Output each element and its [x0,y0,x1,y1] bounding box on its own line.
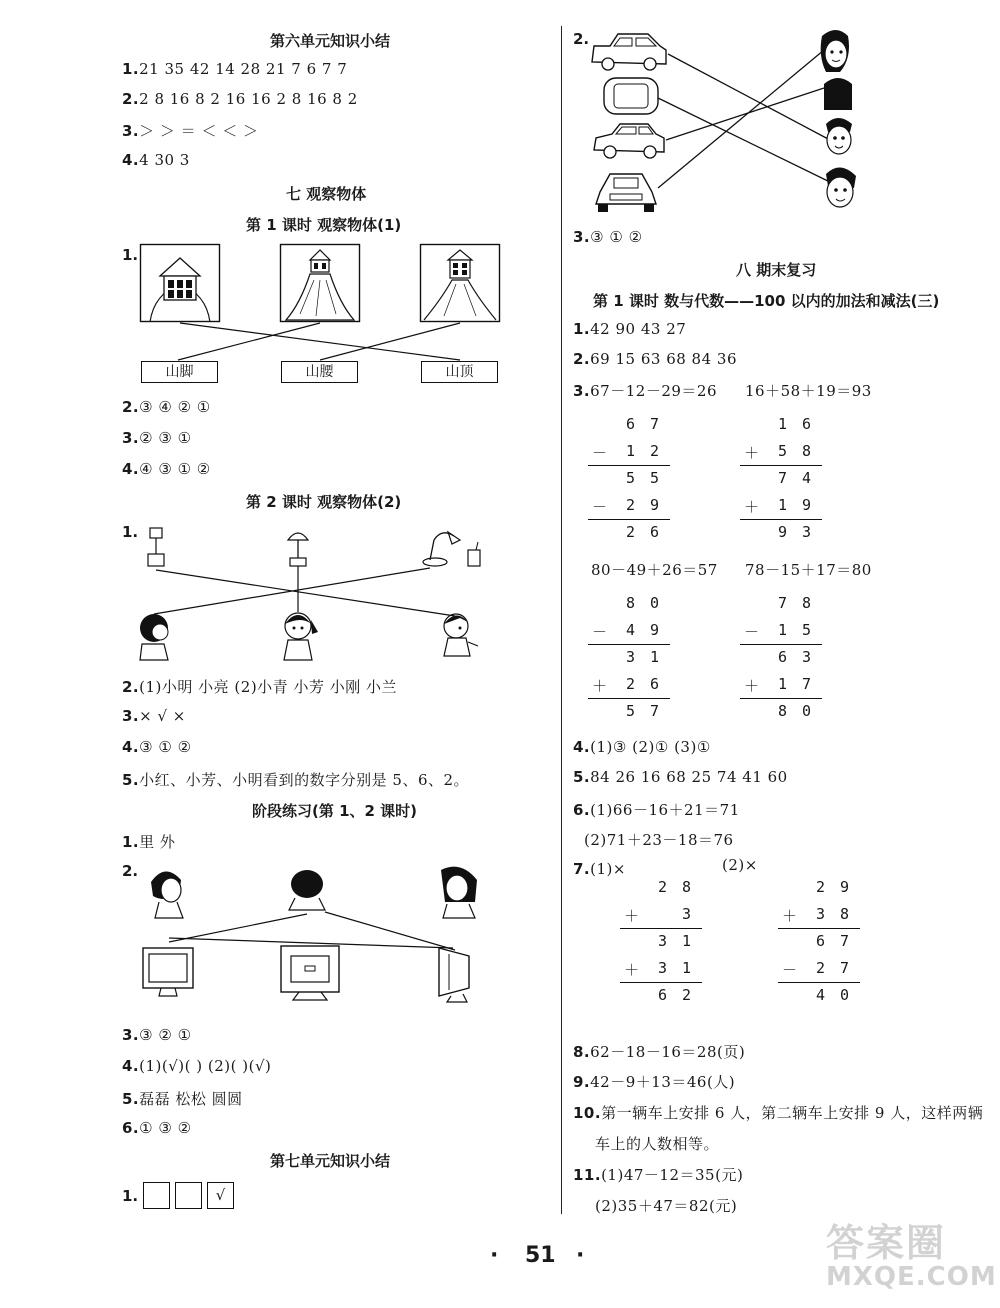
c8-q1: 1.42 90 43 27 [573,320,687,338]
vert-cell: － [592,498,608,516]
monitor-side-icon [439,948,469,1002]
vert-cell: 3 [682,905,692,923]
vert-rule [740,519,822,520]
vert-cell: 9 [650,496,660,514]
vert-cell: ＋ [592,677,608,695]
answer-box-2 [175,1182,202,1209]
girl-front-icon [284,613,318,660]
l2-q4: 4.③ ① ② [122,738,192,756]
vert-cell: 3 [658,959,668,977]
watermark-logo: 答案圈 [826,1221,947,1265]
vert-cell: 6 [802,415,812,433]
car-top-icon [604,78,658,114]
vert-cell: ＋ [624,961,640,979]
vert-rule [740,644,822,645]
car-side-icon [592,34,666,70]
face-boy2-icon [826,167,856,207]
column-divider [561,26,562,1214]
r-q2-num: 2. [573,30,590,48]
vert-cell: 8 [802,442,812,460]
c8-q3-eq-d: 78－15＋17＝80 [745,561,872,579]
label-box-top: 山顶 [421,361,498,383]
c8-q8: 8.62－18－16＝28(页) [573,1043,746,1061]
vert-cell: 6 [650,675,660,693]
ch8-lesson1-title: 第 1 课时 数与代数——100 以内的加法和减法(三) [593,292,940,310]
monitor-front-icon [143,948,193,996]
mountain-top-picture [420,244,500,322]
c8-q3-eq-b: 16＋58＋19＝93 [745,382,872,400]
face-boy-icon [826,118,852,154]
lamp-kids-picture [130,520,510,670]
vert-cell: 3 [802,523,812,541]
stage-practice-title: 阶段练习(第 1、2 课时) [252,802,418,820]
vert-cell: － [592,444,608,462]
vert-cell: 3 [816,905,826,923]
vert-cell: 2 [682,986,692,1004]
vert-cell: 1 [650,648,660,666]
l1-q3: 3.② ③ ① [122,429,192,447]
l2-q5: 5.小红、小芳、小明看到的数字分别是 5、6、2。 [122,771,470,789]
c8-q11-line2: (2)35＋47＝82(元) [595,1197,738,1215]
vert-cell: 6 [658,986,668,1004]
vert-cell: 7 [840,959,850,977]
vert-cell: 1 [626,442,636,460]
c8-q10-line1: 10.第一辆车上安排 6 人，第二辆车上安排 9 人，这样两辆 [573,1104,984,1122]
label-box-middle: 山腰 [281,361,358,383]
u6-q2: 2.2 8 16 8 2 16 16 2 8 16 8 2 [122,90,358,108]
vert-cell: 1 [682,932,692,950]
vert-cell: 9 [650,621,660,639]
l1-q1-num: 1. [122,246,139,264]
u7-q1-num: 1. [122,1187,139,1205]
sp-q5: 5.磊磊 松松 圆圆 [122,1090,243,1108]
sp-q4: 4.(1)(√)( ) (2)( )(√) [122,1057,272,1075]
sp-q1: 1.里 外 [122,833,176,851]
vert-cell: 7 [778,469,788,487]
vert-cell: 2 [626,523,636,541]
vert-cell: 2 [626,496,636,514]
vert-cell: 0 [650,594,660,612]
vert-rule [588,644,670,645]
car-side2-icon [594,124,664,158]
vert-cell: 6 [816,932,826,950]
vert-cell: 5 [626,469,636,487]
c8-q6-line2: (2)71＋23－18＝76 [584,831,734,849]
c8-q3-eq-c: 80－49＋26＝57 [591,561,718,579]
answer-box-1 [143,1182,170,1209]
mountain-house-picture [140,244,220,322]
boy-side-icon [444,614,478,656]
vert-cell: 5 [802,621,812,639]
vert-cell: 6 [626,415,636,433]
vert-cell: 7 [802,675,812,693]
car-front-icon [596,174,656,212]
vert-cell: 1 [778,496,788,514]
c8-q4: 4.(1)③ (2)① (3)① [573,738,711,756]
vert-cell: 5 [650,469,660,487]
chapter7-title: 七 观察物体 [286,185,367,203]
kid-side-icon [140,614,168,660]
vert-cell: ＋ [624,907,640,925]
lesson1-title: 第 1 课时 观察物体(1) [246,216,402,234]
vert-cell: 1 [682,959,692,977]
vert-cell: 8 [682,878,692,896]
desk-lamp-front-icon [288,533,308,566]
vert-cell: － [782,961,798,979]
page-number: 51 [525,1243,556,1268]
c8-q5: 5.84 26 16 68 25 74 41 60 [573,768,788,786]
mountain-middle-picture [280,244,360,322]
vert-cell: 5 [626,702,636,720]
mountain-match-lines [140,320,520,365]
head-back-icon [289,870,325,910]
vert-cell: 4 [626,621,636,639]
unit6-summary-title: 第六单元知识小结 [270,32,391,50]
desk-lamp-side-icon [423,532,480,566]
vert-cell: 2 [816,878,826,896]
u6-q4: 4.4 30 3 [122,151,190,169]
face-back-icon [824,78,852,110]
vert-rule [620,982,702,983]
monitor-back-icon [281,946,339,1000]
c8-q10-line2: 车上的人数相等。 [595,1135,720,1153]
vert-cell: 8 [778,702,788,720]
unit7-summary-title: 第七单元知识小结 [270,1152,391,1170]
u6-q3: 3.＞ ＞ ＝ ＜ ＜ ＞ [122,122,259,140]
c8-q11-line1: 11.(1)47－12＝35(元) [573,1166,744,1184]
head-front-icon [441,867,477,918]
vert-rule [740,465,822,466]
vert-cell: ＋ [744,444,760,462]
vert-cell: 3 [802,648,812,666]
vert-cell: 7 [778,594,788,612]
vert-cell: 2 [658,878,668,896]
sp-q2-num: 2. [122,862,139,880]
u6-q1: 1.21 35 42 14 28 21 7 6 7 7 [122,60,348,78]
vert-cell: 9 [778,523,788,541]
l2-q1-num: 1. [122,523,139,541]
cars-faces-picture [590,28,980,218]
chapter8-title: 八 期末复习 [736,261,817,279]
vert-rule [778,982,860,983]
vert-rule [588,698,670,699]
vert-cell: 4 [802,469,812,487]
vert-cell: 6 [650,523,660,541]
vert-cell: 5 [778,442,788,460]
answer-box-3: √ [207,1182,234,1209]
c8-q3-eq-a: 3.67－12－29＝26 [573,382,717,400]
r-q3: 3.③ ① ② [573,228,643,246]
watermark-url: MXQE.COM [826,1262,997,1292]
l2-q2: 2.(1)小明 小亮 (2)小青 小芳 小刚 小兰 [122,678,397,696]
l1-q4: 4.④ ③ ① ② [122,460,211,478]
vert-cell: 9 [802,496,812,514]
vert-rule [620,928,702,929]
page-dot-right: · [576,1243,585,1268]
vert-cell: ＋ [744,677,760,695]
vert-rule [588,519,670,520]
lesson2-title: 第 2 课时 观察物体(2) [246,493,402,511]
vert-cell: 6 [778,648,788,666]
page-dot-left: · [490,1243,499,1268]
c8-q7-part1: 7.(1)× [573,860,626,878]
vert-cell: － [744,623,760,641]
vert-cell: 1 [778,415,788,433]
vert-cell: ＋ [744,498,760,516]
vert-cell: 8 [802,594,812,612]
vert-rule [588,465,670,466]
vert-cell: 1 [778,621,788,639]
vert-cell: 8 [626,594,636,612]
vert-cell: 3 [626,648,636,666]
l2-q3: 3.× √ × [122,707,186,725]
vert-cell: 8 [840,905,850,923]
vert-cell: 0 [840,986,850,1004]
vert-cell: 2 [626,675,636,693]
c8-q6-line1: 6.(1)66－16＋21＝71 [573,801,740,819]
vert-cell: 3 [658,932,668,950]
vert-cell: 7 [650,415,660,433]
vert-cell: 2 [816,959,826,977]
vert-cell: ＋ [782,907,798,925]
heads-monitors-picture [135,862,485,1012]
c8-q9: 9.42－9＋13＝46(人) [573,1073,736,1091]
c8-q2: 2.69 15 63 68 84 36 [573,350,738,368]
vert-cell: 7 [840,932,850,950]
vert-cell: 9 [840,878,850,896]
label-box-foot: 山脚 [141,361,218,383]
sp-q6: 6.① ③ ② [122,1119,192,1137]
vert-cell: 2 [650,442,660,460]
vert-rule [778,928,860,929]
face-girl-icon [821,30,849,72]
vert-cell: 7 [650,702,660,720]
head-side-icon [151,871,183,918]
sp-q3: 3.③ ② ① [122,1026,192,1044]
vert-cell: 0 [802,702,812,720]
vert-cell: 4 [816,986,826,1004]
vert-cell: － [592,623,608,641]
vert-cell: 1 [778,675,788,693]
desk-lamp-icon [148,528,164,566]
c8-q7-part2: (2)× [722,856,758,874]
vert-rule [740,698,822,699]
l1-q2: 2.③ ④ ② ① [122,398,211,416]
